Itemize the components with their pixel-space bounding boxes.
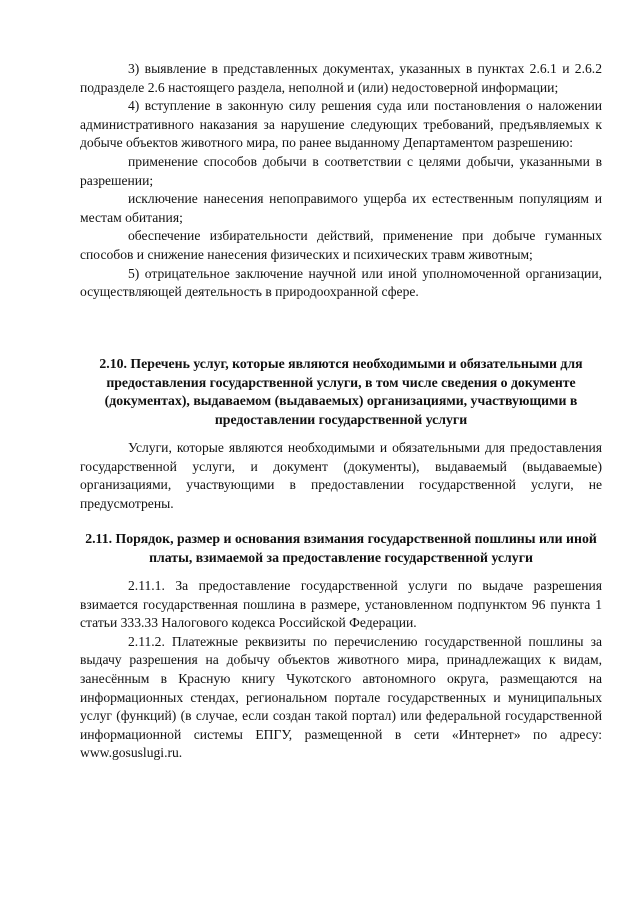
paragraph-item-4: 4) вступление в законную силу решения суда или постановления о наложении административного наказания за нарушение следующих требований, предъявляемых к добыче объектов животного мира, по ранее выданному Департаментом разрешению: (80, 98, 602, 151)
paragraph-subitem-selectivity: обеспечение избирательности действий, применение при добыче гуманных способов и снижение нанесения физических и психических травм животным; (80, 228, 602, 262)
section-2-10-body (80, 439, 602, 513)
section-2-11-body (80, 577, 602, 763)
section-2-11-heading: 2.11. Порядок, размер и основания взимания государственной пошлины или иной платы, взимаемой за предоставление государственной услуги (85, 531, 597, 565)
section-2-10-heading: 2.10. Перечень услуг, которые являются необходимыми и обязательными для предоставления государственной услуги, в том числе сведения о документе (документах), выдаваемом (выдаваемых) организациями, участвующими в предоставлении государственной услуги (99, 356, 583, 427)
paragraph-item-5: 5) отрицательное заключение научной или иной уполномоченной организации, осуществляющей деятельность в природоохранной сфере. (80, 265, 602, 300)
section-2-11-1-text: 2.11.1. За предоставление государственной услуги по выдаче разрешения взимается государственная пошлина в размере, установленном подпунктом 96 пункта 1 статьи 333.33 Налогового кодекса Российской Федерации. (80, 578, 602, 631)
section-2-10-text: Услуги, которые являются необходимыми и обязательными для предоставления государственной услуги, и документ (документы), выдаваемый (выдаваемые) организациями, участвующими в предоставлении государственной услуги, не предусмотрены. (80, 440, 602, 511)
paragraph-subitem-methods: применение способов добычи в соответствии с целями добычи, указанными в разрешении; (80, 153, 602, 188)
paragraph-subitem-damage: исключение нанесения непоправимого ущерба их естественным популяциям и местам обитания; (80, 191, 602, 225)
section-2-11-2-text: 2.11.2. Платежные реквизиты по перечислению государственной пошлины за выдачу разрешения на добычу объектов животного мира, принадлежащих к видам, занесённым в Красную книгу Чукотского автономного округа, размещаются на информационных стендах, региональном портале государственных и муниципальных услуг (функций) (в случае, если создан такой портал) или федеральной государственной информационной системы ЕПГУ, размещенной в сети «Интернет» по адресу: www.gosuslugi.ru. (80, 633, 602, 761)
paragraph-item-3: 3) выявление в представленных документах, указанных в пунктах 2.6.1 и 2.6.2 подразделе 2.6 настоящего раздела, неполной и (или) недостоверной информации; (80, 61, 602, 95)
grounds-for-refusal-list (80, 60, 602, 302)
